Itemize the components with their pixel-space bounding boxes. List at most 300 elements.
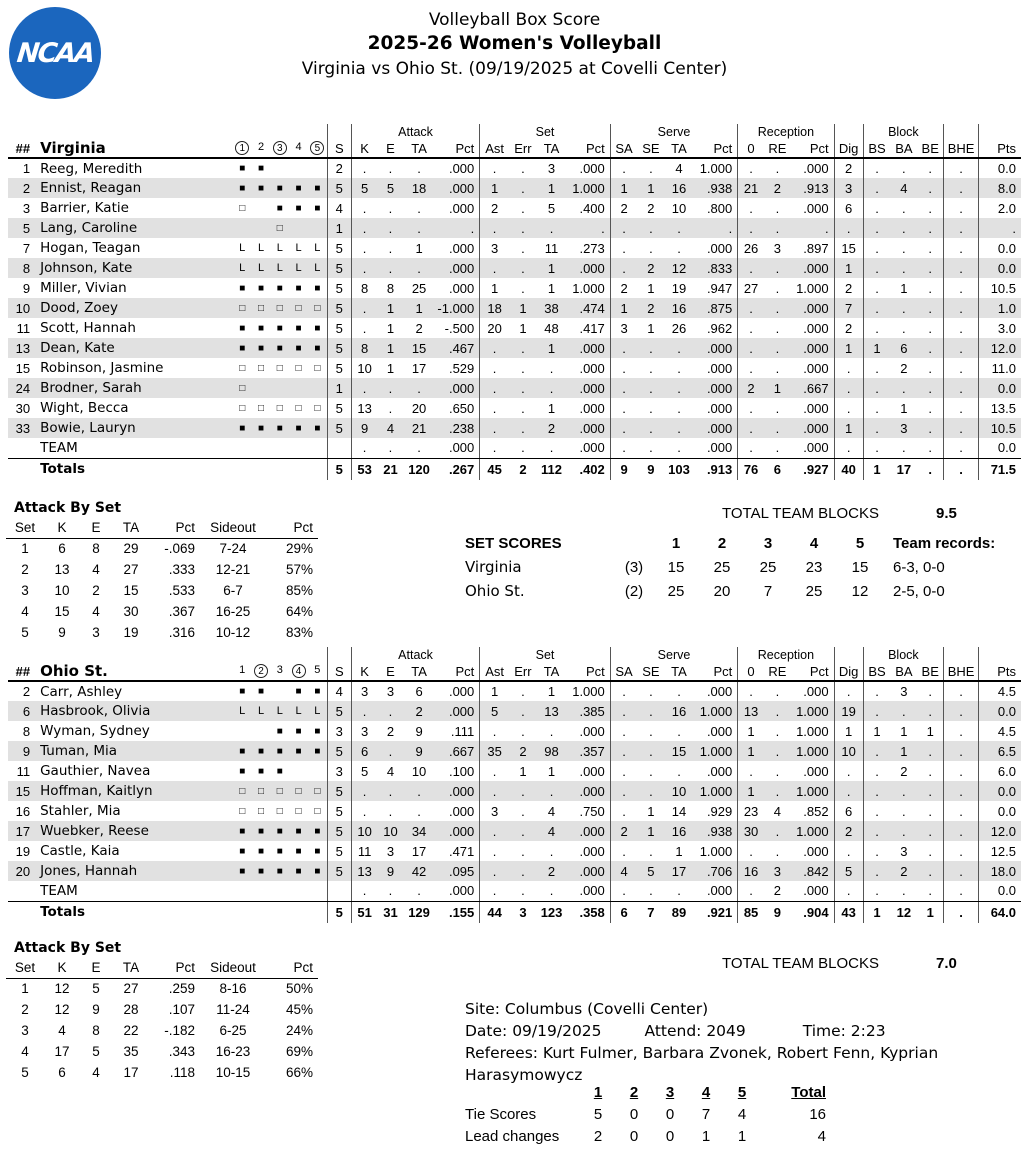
attack-by-set-cell: 4 [92, 604, 100, 619]
stat-cell: . [351, 701, 377, 721]
player-name: Wuebker, Reese [34, 821, 231, 841]
attack-by-set-row [6, 601, 318, 622]
stat-cell: 4.5 [979, 681, 1021, 701]
player-name: Jones, Hannah [34, 861, 231, 881]
stat-group-label: Set [480, 124, 610, 139]
set-marker-libero: L [257, 241, 265, 254]
set-marker-starter: ■ [314, 745, 321, 757]
set-marker-empty [308, 219, 327, 238]
set-marker-starter: ■ [239, 163, 246, 174]
set-number-header: 1 [671, 534, 681, 552]
stat-cell: . [890, 821, 917, 841]
attack-by-set-cell: 12 [54, 981, 70, 997]
stat-cell: . [738, 438, 764, 458]
stat-col-header: BS [863, 139, 890, 158]
stat-cell: .000 [579, 360, 605, 376]
set-number-header: 5 [855, 534, 865, 552]
stat-col-header: BA [890, 139, 917, 158]
report-header [0, 0, 1029, 79]
stat-header-row [8, 662, 1021, 681]
player-number: 9 [22, 280, 31, 296]
stat-cell: . [649, 843, 653, 859]
set-markers [231, 319, 327, 338]
set-participation-cell [231, 338, 327, 358]
stat-cell: . [404, 438, 435, 458]
stat-cell: 1 [537, 178, 566, 198]
stat-cell: . [377, 881, 403, 901]
stat-cell: . [738, 841, 764, 861]
set-marker-empty [233, 219, 252, 238]
player-number: 2 [22, 684, 31, 699]
extras-cell: 0 [665, 1105, 675, 1123]
player-name: Ennist, Reagan [34, 178, 231, 198]
stat-cell: . [863, 861, 890, 881]
attack-by-set-table [6, 958, 318, 1083]
stat-cell: . [351, 801, 377, 821]
stat-cell: 31 [383, 904, 398, 920]
player-name: Dood, Zoey [34, 298, 231, 318]
stat-cell: .706 [694, 861, 738, 881]
set-markers [231, 399, 327, 418]
stat-cell: . [775, 161, 780, 176]
stat-col-header: Err [509, 139, 537, 158]
team-records-header: Team records: [893, 534, 996, 552]
set-participation-cell [231, 901, 327, 923]
attack-by-set-cell: 1 [21, 541, 29, 557]
stat-cell: .000 [435, 881, 480, 901]
extras-cell: 4 [817, 1127, 826, 1145]
stat-cell: 2.0 [979, 198, 1021, 218]
stat-cell: 8 [351, 338, 377, 358]
stat-cell: .800 [706, 200, 733, 216]
stat-cell: . [863, 318, 890, 338]
stat-cell: . [509, 781, 537, 801]
stat-cell: . [738, 761, 764, 781]
set-number-circled [308, 141, 327, 155]
stat-cell: 0.0 [979, 801, 1021, 821]
stat-cell: . [834, 761, 863, 781]
stat-cell: 15 [664, 741, 693, 761]
stat-col-header: TA [404, 139, 435, 158]
attack-by-set-cell: .367 [168, 604, 195, 619]
set-marker-sub: □ [239, 202, 246, 214]
stat-cell: 44 [480, 901, 509, 923]
set-marker-starter: ■ [257, 745, 265, 757]
stat-cell: .000 [435, 701, 480, 721]
stat-col-header: Pts [979, 139, 1021, 158]
set-marker-starter: ■ [257, 865, 265, 877]
stat-cell: . [521, 161, 525, 176]
stat-cell: . [351, 158, 377, 178]
stat-cell: 1 [834, 258, 863, 278]
stat-cell: . [917, 338, 943, 358]
stat-cell: . [537, 378, 566, 398]
stat-cell: . [944, 398, 979, 418]
stat-cell: .358 [579, 904, 605, 920]
set-marker-libero: L [276, 261, 283, 274]
set-markers [231, 762, 327, 781]
stat-cell: 20 [411, 400, 427, 416]
player-name: Gauthier, Navea [40, 763, 151, 779]
stat-cell: . [863, 438, 890, 458]
attack-by-set-cell: .533 [168, 583, 195, 598]
stat-cell: .000 [706, 400, 733, 416]
stat-cell: . [388, 803, 393, 819]
stat-cell: -1.000 [435, 298, 480, 318]
set-marker-starter: ■ [257, 342, 265, 354]
stat-col-header: 0 [738, 662, 764, 681]
stat-cell: 43 [834, 901, 863, 923]
set-number-circled [270, 141, 289, 155]
set-marker-empty [252, 199, 271, 218]
stat-group-label: Set [480, 647, 610, 662]
stat-cell: . [637, 781, 664, 801]
stat-cell: 1 [610, 178, 637, 198]
stat-cell: 4 [610, 861, 637, 881]
attack-by-set-cell: 6 [58, 1065, 66, 1080]
totals-label: Totals [40, 461, 86, 478]
stat-cell: 26 [671, 320, 687, 336]
number-header: ## [8, 139, 34, 158]
stat-cell: 0.0 [979, 881, 1021, 901]
attack-by-set-title: Attack By Set [14, 940, 122, 956]
attack-by-set-col-header: K [44, 518, 80, 538]
stat-cell: . [944, 741, 979, 761]
stat-cell: 5 [834, 861, 863, 881]
player-row [8, 378, 1021, 398]
stat-cell: 17 [411, 843, 427, 859]
stat-cell: 18.0 [979, 861, 1021, 881]
stat-cell: 1 [900, 400, 908, 416]
stat-cell: 38 [537, 298, 566, 318]
attack-by-set-col-header: Set [6, 518, 44, 538]
set-marker-starter: ■ [295, 282, 302, 294]
attack-by-set-cell: 4 [92, 562, 100, 577]
stat-col-header: 0 [738, 139, 764, 158]
stat-cell: 27 [738, 278, 764, 298]
stat-cell: . [480, 881, 509, 901]
set-marker-starter: ■ [239, 865, 246, 877]
stat-cell: . [549, 723, 554, 739]
stat-cell: . [944, 781, 979, 801]
player-name: Hoffman, Kaitlyn [34, 781, 231, 801]
stat-cell: 6 [773, 461, 781, 477]
stat-cell: 3 [834, 178, 863, 198]
stat-cell: . [863, 178, 890, 198]
stat-cell: .000 [448, 280, 475, 296]
set-markers [231, 199, 327, 218]
set-marker-libero: L [295, 261, 302, 274]
stat-cell: .875 [694, 298, 738, 318]
stat-cell: 85 [738, 901, 764, 923]
stat-cell: .000 [694, 881, 738, 901]
set-marker-sub: □ [239, 382, 246, 394]
set-markers [231, 802, 327, 821]
stat-cell: .842 [791, 861, 834, 881]
stat-cell: . [902, 161, 906, 176]
stat-cell: . [351, 218, 377, 238]
stat-cell: 1 [377, 338, 403, 358]
stat-cell: . [480, 378, 509, 398]
stat-cell: 1 [547, 684, 556, 699]
player-number: 6 [8, 701, 34, 721]
stat-cell: . [480, 338, 509, 358]
stat-cell: 6 [834, 198, 863, 218]
stat-cell: . [521, 240, 525, 256]
set-marker-starter: ■ [257, 422, 265, 434]
set-number: 4 [295, 141, 302, 153]
set-marker-sub: □ [314, 362, 321, 374]
stat-cell: . [351, 378, 377, 398]
stat-cell: . [377, 781, 403, 801]
stat-cell: 17 [664, 861, 693, 881]
stat-cell: . [610, 238, 637, 258]
stat-cell: 1 [480, 178, 509, 198]
stat-cell: . [917, 821, 943, 841]
set-marker-starter: ■ [257, 765, 265, 777]
stat-cell: . [944, 701, 979, 721]
stat-cell: 9 [404, 741, 435, 761]
set-marker-starter: ■ [314, 686, 321, 697]
stat-cell: .000 [694, 338, 738, 358]
stat-cell: 11 [544, 240, 559, 256]
stat-cell: . [834, 438, 863, 458]
set-number-circle: 1 [235, 141, 249, 155]
set-number-circled [252, 664, 271, 678]
stat-cell: .927 [803, 461, 829, 477]
stat-cell: . [664, 378, 693, 398]
stat-cell: .000 [791, 338, 834, 358]
player-row [8, 418, 1021, 438]
stat-cell: .357 [566, 741, 610, 761]
stat-cell: 13.5 [979, 398, 1021, 418]
stat-cell: . [649, 360, 653, 376]
stat-cell: . [610, 338, 637, 358]
set-participation-cell [231, 398, 327, 418]
attack-by-set-cell: 13 [54, 562, 70, 577]
attend-value: Attend: 2049 [644, 1022, 746, 1040]
stat-cell: 5 [327, 398, 351, 418]
stat-cell: . [610, 358, 637, 378]
set-markers [231, 682, 327, 701]
stat-cell: . [480, 781, 509, 801]
stat-cell: .000 [566, 418, 610, 438]
stat-cell: 9 [773, 904, 781, 920]
stat-col-header: Pct [435, 662, 480, 681]
stat-cell: . [902, 803, 906, 819]
attack-by-set-col-header: E [80, 518, 112, 538]
stat-col-header: S [327, 662, 351, 681]
stat-cell: . [764, 258, 791, 278]
stat-cell: .471 [448, 843, 475, 859]
stat-cell: . [944, 318, 979, 338]
attack-by-set-cell: 5 [21, 625, 29, 640]
set-marker-starter: ■ [276, 865, 283, 877]
stat-cell: .913 [706, 461, 733, 477]
stat-cell: . [863, 781, 890, 801]
set-participation-cell [231, 178, 327, 198]
extras-cell: 0 [665, 1127, 675, 1145]
stat-cell: . [377, 258, 403, 278]
stat-cell: .000 [694, 418, 738, 438]
stat-cell: . [917, 378, 943, 398]
stat-cell: 21 [404, 418, 435, 438]
stat-cell: 10 [411, 763, 427, 779]
stat-cell: 6.0 [979, 761, 1021, 781]
player-number [8, 438, 34, 458]
stat-cell: 1 [834, 338, 863, 358]
player-number [8, 458, 34, 480]
stat-cell: . [521, 400, 525, 416]
stat-cell: . [537, 781, 566, 801]
player-name: Stahler, Mia [40, 803, 121, 819]
stat-cell: . [764, 701, 791, 721]
set-scores-row [465, 555, 1023, 579]
set-marker-starter: ■ [314, 322, 321, 334]
set-marker-sub: □ [314, 302, 321, 314]
stat-cell: 16 [738, 861, 764, 881]
attack-by-set-cell: 2 [21, 562, 29, 577]
player-row [8, 861, 1021, 881]
stat-cell: 8 [386, 280, 395, 296]
stat-cell: 2 [327, 158, 351, 178]
set-header-cell [231, 139, 327, 158]
set-marker-sub: □ [295, 362, 302, 374]
date-value: Date: 09/19/2025 [465, 1022, 602, 1040]
stat-cell: 4 [386, 763, 395, 779]
team-name-header: Ohio St. [34, 662, 231, 681]
attack-by-set-cell: 8 [92, 1023, 100, 1038]
stat-cell: . [677, 723, 681, 739]
player-number: 11 [16, 320, 31, 336]
stat-cell: 1.000 [572, 280, 605, 296]
stat-col-header: Pct [435, 139, 480, 158]
set-participation-cell [231, 218, 327, 238]
set-marker-starter: ■ [314, 865, 321, 877]
stat-cell: 5 [327, 841, 351, 861]
stat-cell: . [521, 803, 525, 819]
set-score: 15 [667, 558, 685, 576]
attack-by-set-col-header: Pct [266, 958, 318, 978]
player-name: Robinson, Jasmine [40, 360, 164, 376]
stat-cell: 1 [637, 178, 664, 198]
set-markers [231, 359, 327, 378]
stat-cell: .000 [803, 320, 829, 336]
set-marker-starter: ■ [276, 202, 283, 214]
player-number [8, 901, 34, 923]
stat-cell: . [834, 398, 863, 418]
set-marker-libero: L [239, 261, 246, 274]
stat-cell: . [521, 684, 525, 699]
virginia-stat-table [8, 124, 1021, 480]
set-marker-sub: □ [239, 805, 246, 817]
stat-cell: 9 [610, 458, 637, 480]
team-record: 2-5, 0-0 [893, 582, 945, 600]
stat-cell: 4 [547, 803, 556, 819]
set-scores-panel [465, 531, 1023, 603]
stat-cell: . [404, 378, 435, 398]
stat-cell: 5 [327, 701, 351, 721]
set-markers [231, 842, 327, 861]
stat-cell: . [610, 761, 637, 781]
attack-by-set-cell: 11-24 [216, 1002, 250, 1017]
set-number: 5 [314, 664, 321, 676]
set-header-markers [231, 141, 327, 155]
site-line: Site: Columbus (Covelli Center) [465, 1000, 709, 1018]
extras-header-row [465, 1081, 840, 1103]
stat-cell: . [738, 338, 764, 358]
stat-cell: 3 [351, 721, 377, 741]
stat-cell: 3 [773, 240, 781, 256]
extras-row [465, 1103, 840, 1125]
stat-group-label: Reception [738, 647, 834, 662]
stat-cell: . [649, 240, 653, 256]
set-marker-libero: L [276, 704, 283, 717]
stat-cell: 1 [480, 681, 509, 701]
set-marker-starter: ■ [239, 322, 246, 334]
stat-cell: . [649, 684, 653, 699]
set-marker-starter: ■ [314, 202, 321, 214]
team-row [8, 881, 1021, 901]
stat-cell: . [404, 881, 435, 901]
set-markers [231, 722, 327, 741]
stat-cell: 98 [537, 741, 566, 761]
stat-cell: . [890, 218, 917, 238]
stat-cell: 5 [377, 178, 403, 198]
stat-col-header: SA [610, 139, 637, 158]
stat-cell: . [764, 438, 791, 458]
stat-cell: . [417, 161, 421, 176]
stat-cell: . [764, 821, 791, 841]
stat-cell: . [664, 338, 693, 358]
set-header-markers [231, 664, 327, 678]
set-marker-starter: ■ [239, 282, 246, 294]
set-marker-empty [308, 379, 327, 398]
time-value: Time: 2:23 [802, 1022, 886, 1040]
stat-cell: . [775, 200, 780, 216]
attack-by-set-row [6, 1041, 318, 1062]
stat-cell: . [537, 881, 566, 901]
stat-cell: 64.0 [979, 901, 1021, 923]
stat-cell: 12.5 [979, 841, 1021, 861]
set-markers [231, 782, 327, 801]
stat-cell: .904 [803, 904, 829, 920]
set-marker-sub: □ [239, 362, 246, 374]
stat-cell: .913 [791, 178, 834, 198]
player-row [8, 358, 1021, 378]
stat-col-header: TA [404, 662, 435, 681]
stat-cell: 1 [890, 741, 917, 761]
stat-cell: 19 [834, 701, 863, 721]
attack-by-set-cell: 4 [21, 604, 29, 619]
stat-cell: 1.000 [572, 684, 605, 699]
stat-cell: . [664, 438, 693, 458]
stat-col-header: BHE [944, 139, 979, 158]
attack-by-set-cell: 3 [92, 625, 100, 640]
player-number: 8 [8, 258, 34, 278]
stat-cell: . [764, 418, 791, 438]
stat-cell: 2 [764, 881, 791, 901]
set-marker-starter: ■ [295, 825, 302, 837]
attack-by-set-cell: .333 [168, 562, 195, 577]
stat-cell: .000 [566, 258, 610, 278]
stat-group-label: Attack [351, 647, 479, 662]
stat-cell: 13 [738, 701, 764, 721]
set-marker-starter: ■ [276, 342, 283, 354]
stat-cell: . [549, 843, 554, 859]
attack-by-set-header-row [6, 958, 318, 978]
attack-by-set-cell: 4 [58, 1023, 66, 1038]
